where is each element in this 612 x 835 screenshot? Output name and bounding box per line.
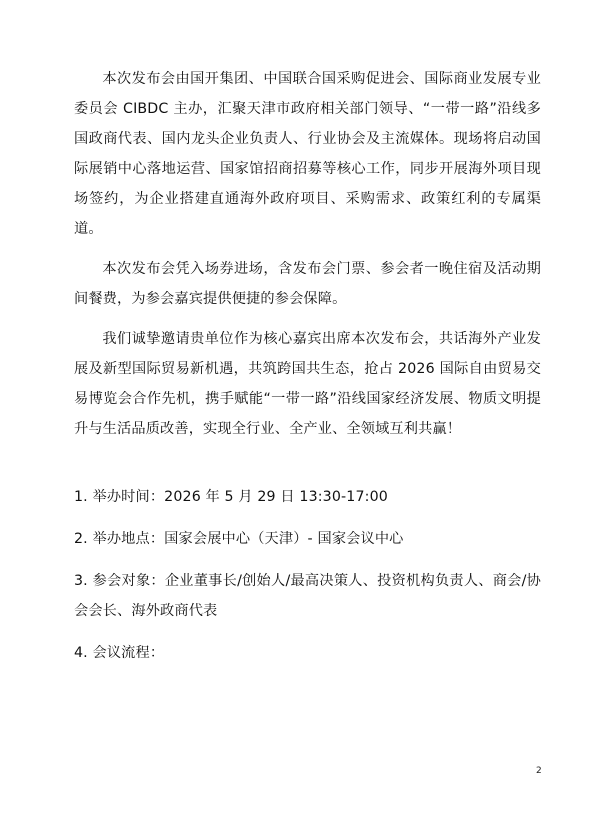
event-attendees-item: 3. 参会对象：企业董事长/创始人/最高决策人、投资机构负责人、商会/协会会长、海外政商代表 [74, 573, 541, 619]
page-number: 2 [536, 766, 542, 776]
event-time-item: 1. 举办时间：2026 年 5 月 29 日 13:30-17:00 [74, 489, 388, 505]
event-agenda-item: 4. 会议流程： [74, 645, 165, 661]
event-venue-item: 2. 举办地点：国家会展中心（天津）- 国家会议中心 [74, 531, 404, 547]
event-details-list [74, 482, 541, 668]
paragraph-invitation: 我们诚挚邀请贵单位作为核心嘉宾出席本次发布会，共话海外产业发展及新型国际贸易新机遇，共筑跨国共生态，抢占 2026 国际自由贸易交易博览会合作先机，携手赋能“一带一路”沿线国家经济发展、物质文明提升与生活品质改善，实现全行业、全产业、全领域互利共赢！ [74, 331, 541, 437]
document-body [74, 64, 541, 680]
paragraph-admission: 本次发布会凭入场券进场，含发布会门票、参会者一晚住宿及活动期间餐费，为参会嘉宾提供便捷的参会保障。 [74, 261, 541, 307]
paragraph-organizers: 本次发布会由国开集团、中国联合国采购促进会、国际商业发展专业委员会 CIBDC 主办，汇聚天津市政府相关部门领导、“一带一路”沿线多国政商代表、国内龙头企业负责人、行业协会及主流媒体。现场将启动国际展销中心落地运营、国家馆招商招募等核心工作，同步开展海外项目现场签约，为企业搭建直通海外政府项目、采购需求、政策红利的专属渠道。 [74, 71, 541, 237]
